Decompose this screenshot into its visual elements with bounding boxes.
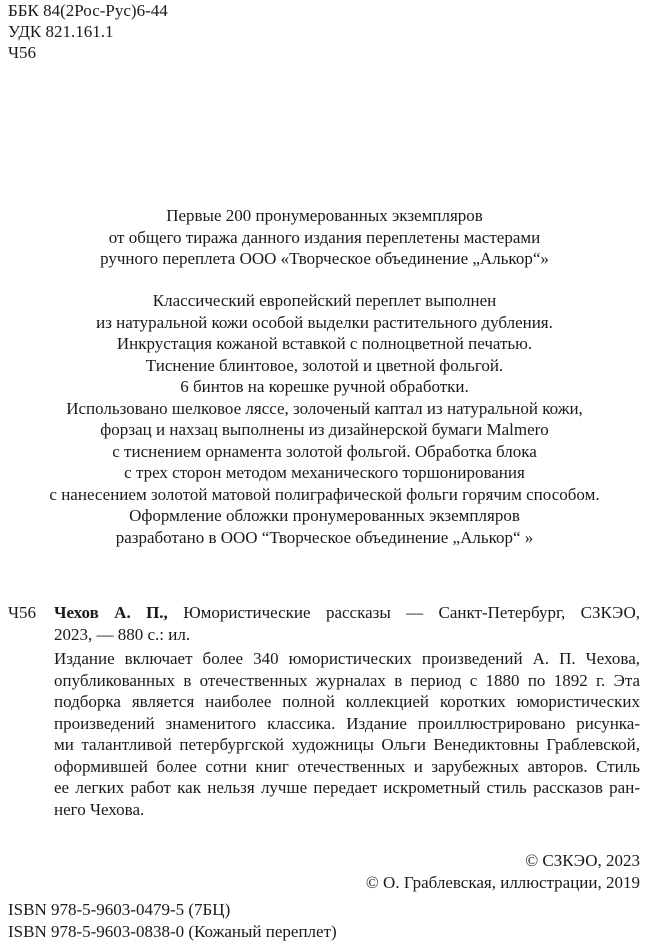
binding-line: 6 бинтов на корешке ручной обработки. xyxy=(180,377,469,396)
copyright-notice xyxy=(366,850,640,894)
author-mark: Ч56 xyxy=(8,43,37,62)
binding-line: с нанесением золотой матовой полиграфической фольги горячим способом. xyxy=(49,484,600,504)
copyright-line: © О. Граблевская, иллюстрации, 2019 xyxy=(365,873,640,892)
annotation-line: ми талантливой петербургской художницы Ольги Венедиктовны Граблевской, xyxy=(54,735,640,754)
binding-line: форзац и нахзац выполнены из дизайнерской бумаги Malmero xyxy=(100,420,549,439)
binding-line: Классический европейский переплет выполнен xyxy=(152,291,497,310)
copyright-line: © СЗКЭО, 2023 xyxy=(525,851,640,870)
binding-description xyxy=(0,290,649,548)
annotation-line: опубликованных в отечественных журналах в период с 1880 по 1892 г. Эта xyxy=(54,670,640,690)
isbn-line: ISBN 978-5-9603-0838-0 (Кожаный переплет) xyxy=(8,922,337,941)
binding-line: Тиснение блинтовое, золотой и цветной фольгой. xyxy=(145,355,504,375)
binding-line: Инкрустация кожаной вставкой с полноцветной печатью. xyxy=(116,334,533,353)
binding-line: из натуральной кожи особой выделки растительного дубления. xyxy=(96,312,553,332)
isbn-line: ISBN 978-5-9603-0479-5 (7БЦ) xyxy=(8,900,231,919)
binding-line: Оформление обложки пронумерованных экземпляров xyxy=(129,506,520,525)
annotation-line: него Чехова. xyxy=(54,799,145,819)
edition-note-line: от общего тиража данного издания переплетены мастерами xyxy=(108,227,541,247)
bib-publication-details: 2023, — 880 с.: ил. xyxy=(54,624,191,644)
edition-note-line: ручного переплета ООО «Творческое объединение „Алькор“» xyxy=(100,249,549,268)
binding-line: с тиснением орнамента золотой фольгой. Обработка блока xyxy=(112,441,537,461)
binding-line: разработано в ООО “Творческое объединение „Алькор“ » xyxy=(115,527,534,547)
edition-note-line: Первые 200 пронумерованных экземпляров xyxy=(166,206,483,225)
annotation-line: оформившей более сотни книг отечественных и зарубежных авторов. Стиль xyxy=(54,756,640,776)
annotation-line: Издание включает более 340 юмористических произведений А. П. Чехова, xyxy=(54,649,640,668)
binding-line: Использовано шелковое ляссе, золоченый каптал из натуральной кожи, xyxy=(66,398,583,418)
bib-line xyxy=(54,602,640,624)
annotation-line: ее легких работ как нельзя лучше передает искрометный стиль рассказов ран- xyxy=(54,778,640,797)
bib-author-mark: Ч56 xyxy=(8,603,37,622)
annotation-line: произведений знаменитого классика. Издание проиллюстрировано рисунка- xyxy=(54,713,640,733)
isbn-list xyxy=(8,899,337,943)
classification-codes xyxy=(8,0,168,63)
binding-line: с трех сторон методом механического торшонирования xyxy=(124,463,525,482)
bbk-code: ББК 84(2Рос-Рус)6-44 xyxy=(8,1,168,20)
annotation-line: подборка является наиболее полной коллекцией коротких юмористических xyxy=(54,692,640,711)
bib-title: Юмористические рассказы — Санкт-Петербург, СЗКЭО, xyxy=(183,603,640,622)
bib-description xyxy=(54,602,640,645)
bib-author: Чехов А. П., xyxy=(54,603,168,622)
annotation xyxy=(54,648,640,820)
edition-note xyxy=(0,205,649,270)
udk-code: УДК 821.161.1 xyxy=(8,22,114,41)
